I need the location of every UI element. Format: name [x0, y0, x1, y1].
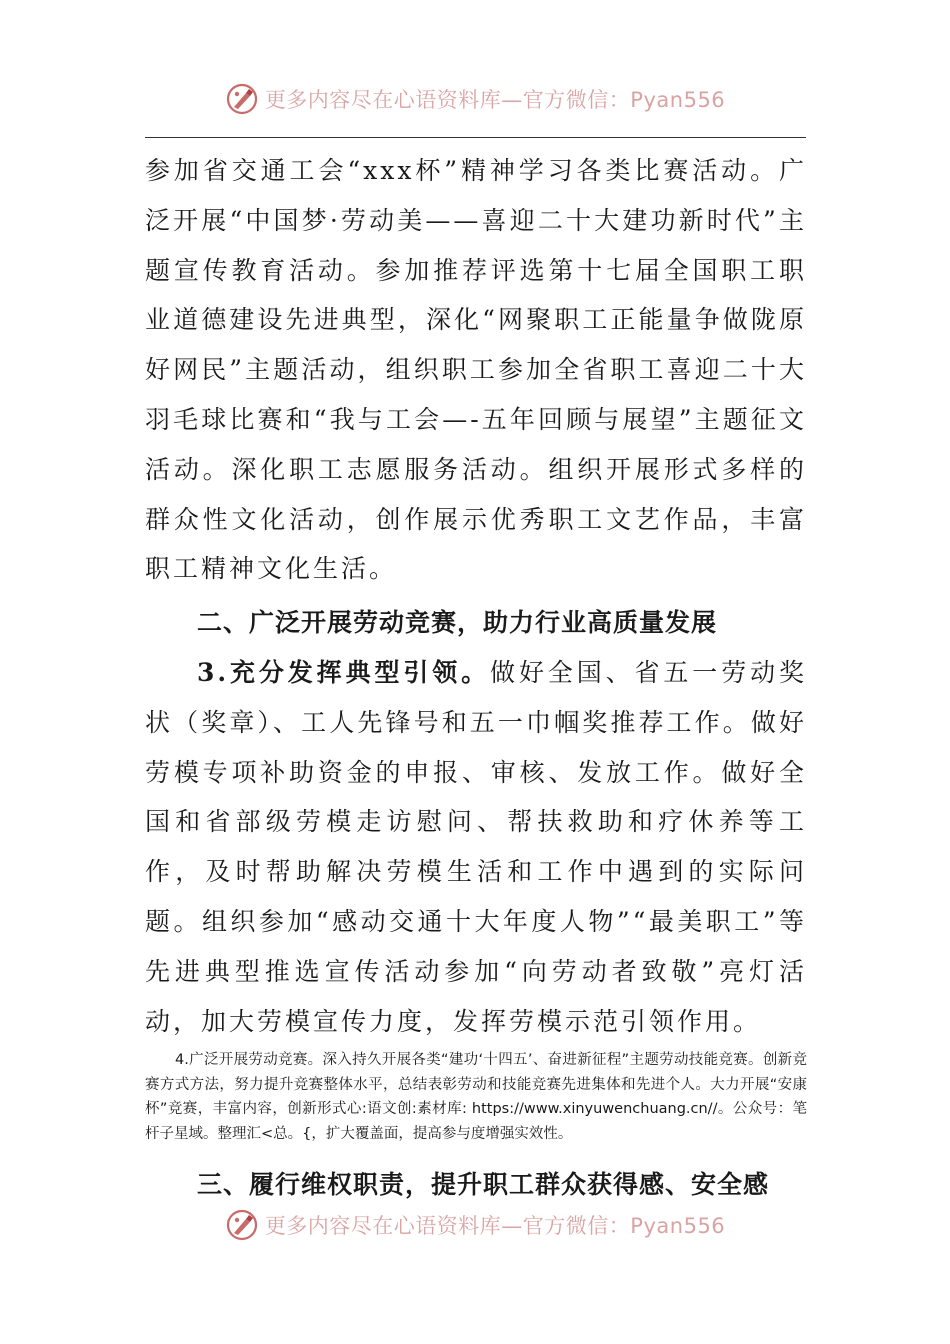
pen-nib-logo-icon — [225, 1208, 259, 1242]
header-divider — [145, 137, 806, 138]
document-body — [145, 146, 807, 1210]
watermark-text: 更多内容尽在心语资料库—官方微信：Pyan556 — [264, 1214, 726, 1238]
footer-watermark — [0, 1208, 950, 1242]
item-3-lead: 3.充分发挥典型引领。 — [197, 657, 491, 687]
section-heading-3: 三、履行维权职责，提升职工群众获得感、安全感 — [197, 1169, 770, 1199]
section-heading-2: 二、广泛开展劳动竞赛，助力行业高质量发展 — [197, 608, 718, 638]
paragraph-item-3 — [145, 648, 807, 1046]
paragraph-item-4: 4.广泛开展劳动竞赛。深入持久开展各类“建功‘十四五’、奋进新征程”主题劳动技能竞赛。创新竞赛方式方法，努力提升竞赛整体水平，总结表彰劳动和技能竞赛先进集体和先进个人。大力开展“安康杯”竞赛，丰富内容，创新形式心:语文创:素材库: https://www.xinyuwenchuang.cn//。公众号：笔杆子星域。整理汇<总。{，扩大覆盖面，提高参与度增强实效性。 — [145, 1052, 807, 1142]
pen-nib-logo-icon — [225, 82, 259, 116]
header-watermark — [0, 82, 950, 116]
item-3-text: 做好全国、省五一劳动奖状（奖章）、工人先锋号和五一巾帼奖推荐工作。做好劳模专项补助资金的申报、审核、发放工作。做好全国和省部级劳模走访慰问、帮扶救助和疗休养等工作，及时帮助解决劳模生活和工作中遇到的实际问题。组织参加“感动交通十大年度人物”“最美职工”等先进典型推选宣传活动参加“向劳动者致敬”亮灯活动，加大劳模宣传力度，发挥劳模示范引领作用。 — [145, 657, 807, 1036]
watermark-text: 更多内容尽在心语资料库—官方微信：Pyan556 — [264, 88, 726, 112]
paragraph-activities: 参加省交通工会“xxx杯”精神学习各类比赛活动。广泛开展“中国梦·劳动美——喜迎二十大建功新时代”主题宣传教育活动。参加推荐评选第十七届全国职工职业道德建设先进典型，深化“网聚职工正能量争做陇原好网民”主题活动，组织职工参加全省职工喜迎二十大羽毛球比赛和“我与工会—-五年回顾与展望”主题征文活动。深化职工志愿服务活动。组织开展形式多样的群众性文化活动，创作展示优秀职工文艺作品，丰富职工精神文化生活。 — [145, 156, 807, 584]
